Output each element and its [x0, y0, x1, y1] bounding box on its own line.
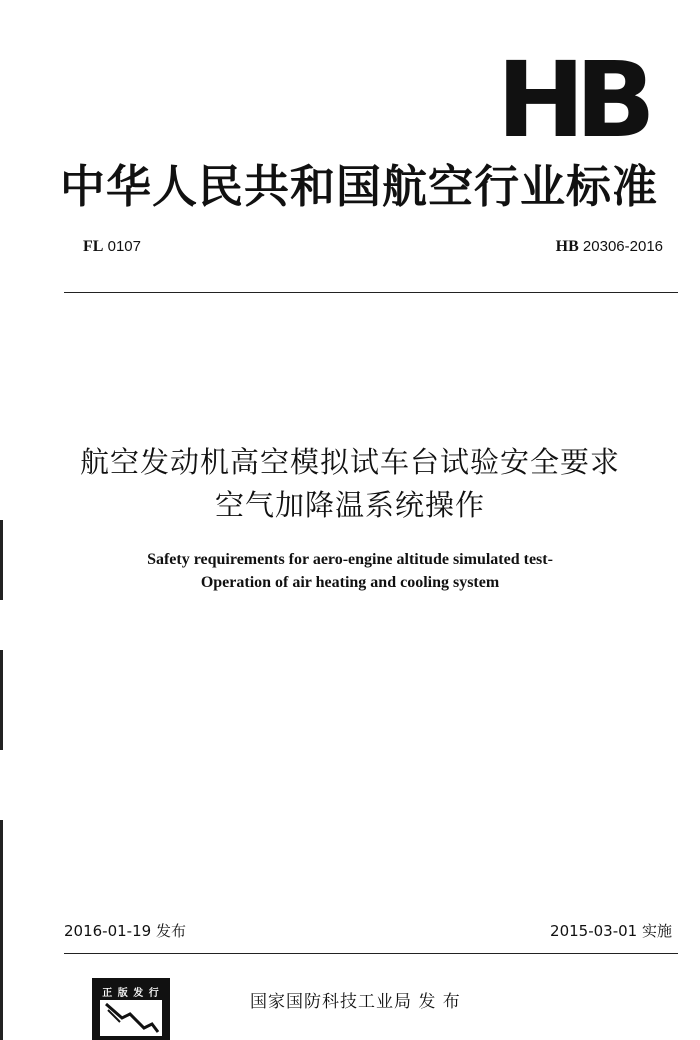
stamp-label: 正 版 发 行 — [102, 988, 160, 999]
title-en-line2: Operation of air heating and cooling system — [200, 574, 500, 591]
publisher-line: 国家国防科技工业局 发 布 — [250, 992, 461, 1012]
standard-codes — [83, 238, 663, 262]
classification-number: 0107 — [107, 238, 141, 255]
standard-code — [556, 238, 663, 256]
bottom-divider — [64, 953, 678, 954]
scan-edge-mark — [0, 820, 3, 1040]
title-cn-line1: 航空发动机高空模拟试车台试验安全要求 — [79, 445, 620, 479]
scan-edge-mark — [0, 650, 3, 750]
title-cn-line2: 空气加降温系统操作 — [214, 488, 485, 522]
dates-row — [64, 920, 672, 944]
classification-code — [83, 238, 141, 256]
top-divider — [64, 292, 678, 293]
organization-title: 中华人民共和国航空行业标准 — [60, 160, 659, 213]
authentic-edition-stamp — [92, 978, 170, 1040]
stamp-emblem-graphic — [100, 1000, 162, 1036]
standard-number: 20306-2016 — [582, 238, 663, 255]
title-en-line1: Safety requirements for aero-engine altitude simulated test- — [147, 551, 553, 568]
stamp-emblem — [100, 1000, 162, 1036]
standard-prefix: HB — [555, 238, 579, 255]
implementation-date: 2015-03-01 实施 — [550, 922, 672, 940]
hb-logo: HB — [496, 39, 646, 161]
issue-date: 2016-01-19 发布 — [64, 922, 186, 940]
classification-prefix: FL — [83, 238, 104, 255]
scan-edge-mark — [0, 520, 3, 600]
